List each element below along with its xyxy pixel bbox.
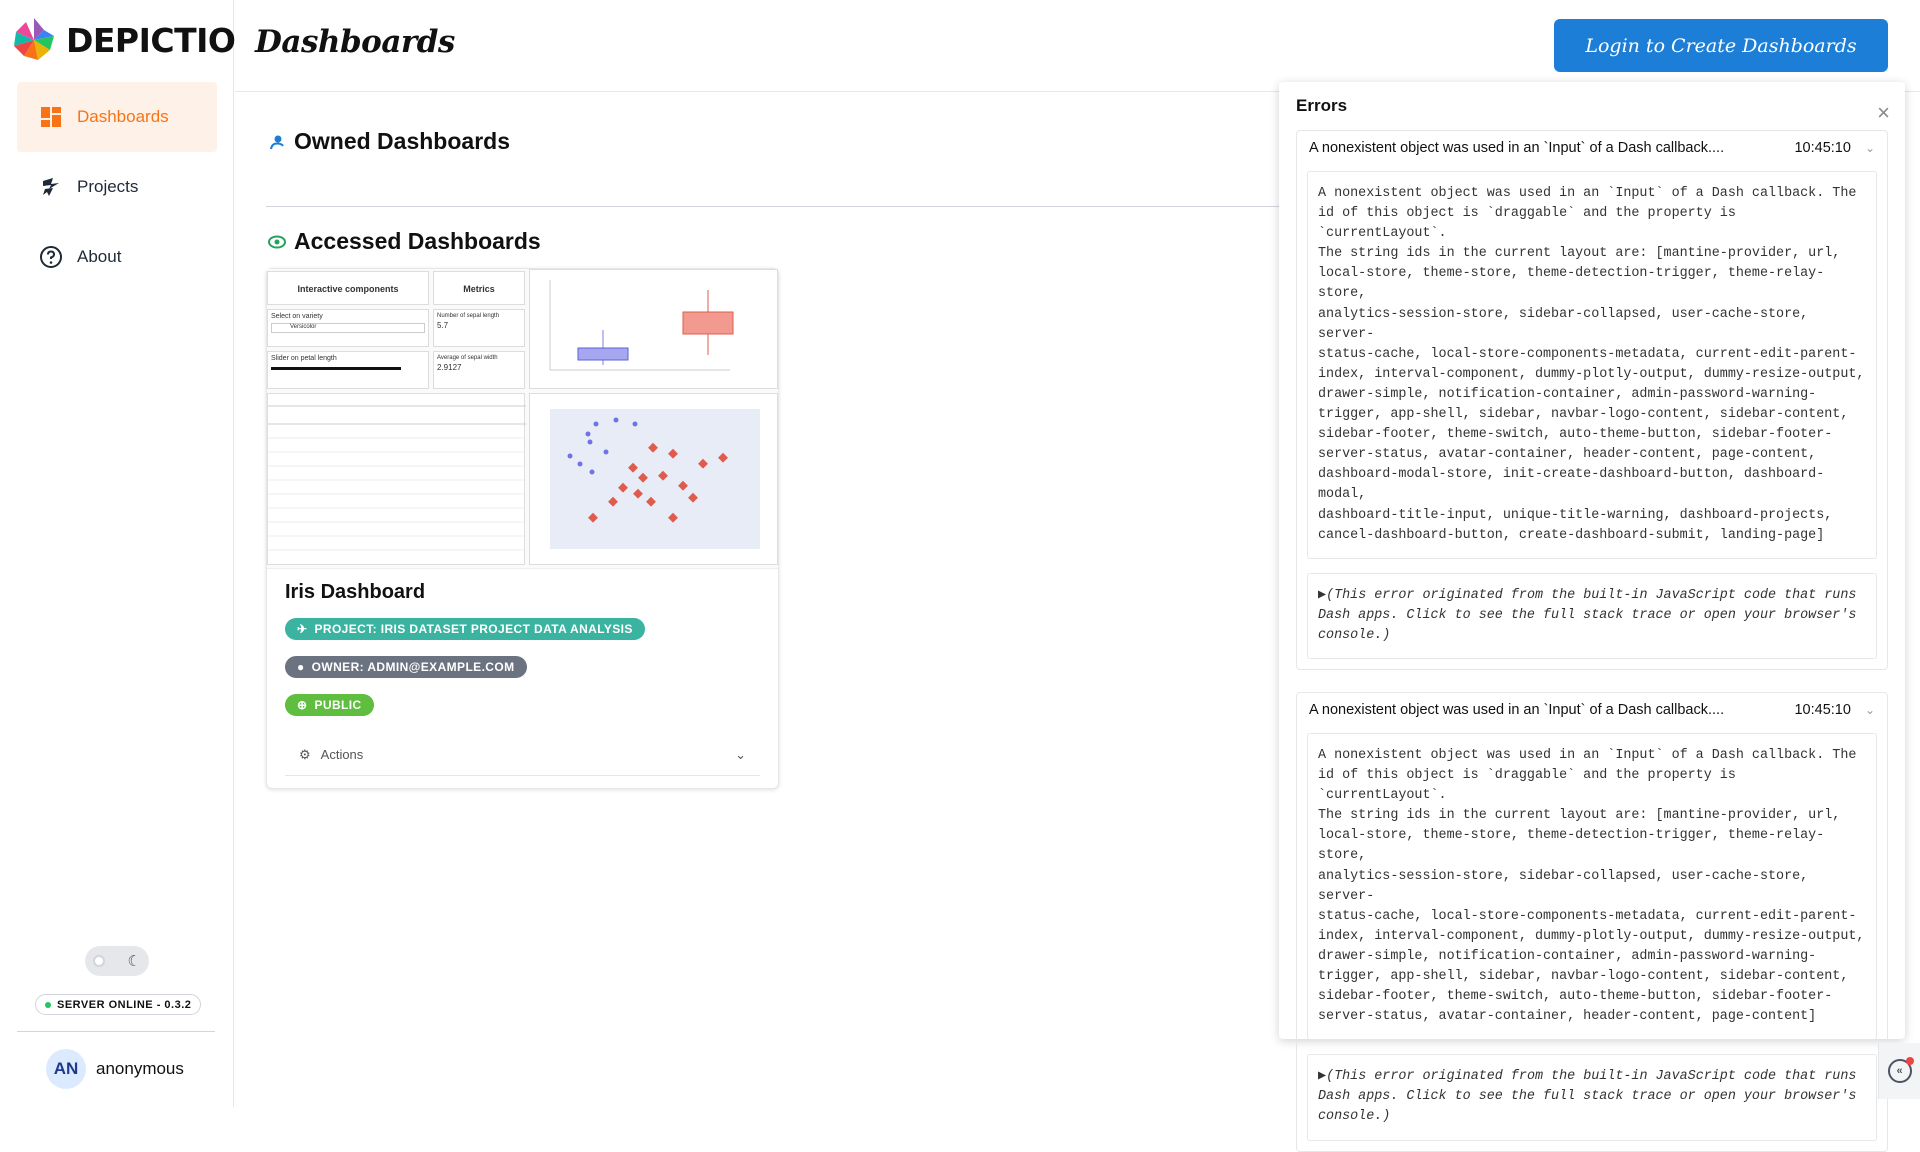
owner-badge (285, 656, 527, 678)
actions-label: Actions (320, 747, 364, 762)
status-dot-icon (45, 1002, 51, 1008)
thumb-table (267, 393, 525, 565)
visibility-badge (285, 694, 374, 716)
actions-left (299, 747, 363, 763)
error-header[interactable] (1297, 693, 1887, 727)
thumb-select-label: Select on variety (271, 313, 323, 320)
thumb-scatter (529, 393, 778, 565)
errors-title: Errors (1296, 96, 1348, 115)
thumb-boxplot (529, 269, 778, 389)
thumb-metric-1 (433, 309, 525, 347)
section-divider (266, 206, 1286, 207)
dashboard-icon (39, 105, 63, 129)
depictio-logo-icon (10, 16, 58, 64)
username: anonymous (96, 1059, 184, 1078)
project-badge-text: PROJECT: IRIS DATASET PROJECT DATA ANALYSIS (314, 622, 633, 636)
user-icon: ● (297, 660, 305, 674)
error-footer-text: (This error originated from the built-in JavaScript code that runs Dash apps. Click to see the full stack trace or open your browser's console.) (1318, 587, 1857, 643)
thumb-slider-track (271, 367, 401, 370)
sidebar (0, 0, 234, 1107)
thumb-select-box (267, 309, 429, 347)
card-title[interactable]: Iris Dashboard (285, 581, 426, 603)
eye-icon (268, 235, 286, 249)
error-summary: A nonexistent object was used in an `Input` of a Dash callback.... (1309, 701, 1725, 718)
thumb-scatter-graphic (530, 394, 779, 566)
error-message: A nonexistent object was used in an `Input` of a Dash callback. The id of this object is `draggable` and the property is `currentLayout`. The string ids in the current layout are: [mantine-provider, url, local-store, theme-store, theme-detection-trigger, theme-relay-store, analytics-session-store, sidebar-collapsed, user-cache-store, server- status-cache, local-store-components-metadata, current-edit-parent- index, interval-component, dummy-plotly-output, dummy-resize-output, drawer-simple, notification-container, admin-password-warning- trigger, app-shell, sidebar, navbar-logo-content, sidebar-content, sidebar-footer, theme-switch, auto-theme-button, sidebar-footer- server-status, avatar-container, header-content, page-content] (1307, 733, 1877, 1040)
avatar: AN (46, 1049, 86, 1089)
thumb-metrics-label: Metrics (463, 284, 495, 294)
project-badge[interactable] (285, 618, 645, 640)
triangle-right-icon: ▶ (1318, 587, 1327, 603)
chevron-down-icon: ⌄ (1864, 141, 1875, 155)
owned-dashboards-title: Owned Dashboards (294, 128, 510, 154)
sidebar-item-label: Dashboards (77, 107, 169, 126)
sidebar-nav (17, 82, 217, 292)
page-title: Dashboards (255, 24, 455, 60)
error-header[interactable] (1297, 131, 1887, 165)
visibility-badge-text: PUBLIC (314, 698, 362, 712)
error-time: 10:45:10 (1794, 140, 1851, 156)
thumb-metrics-header (433, 271, 525, 305)
logo[interactable] (10, 16, 235, 64)
logo-text: DEPICTIO (66, 20, 236, 60)
thumb-metric1-label: Number of sepal length (437, 313, 500, 319)
accessed-dashboards-heading (268, 228, 541, 255)
owner-badge-text: OWNER: ADMIN@EXAMPLE.COM (311, 660, 515, 674)
server-status-text: SERVER ONLINE - 0.3.2 (57, 998, 192, 1011)
thumb-boxplot-graphic (530, 270, 779, 390)
accessed-dashboards-title: Accessed Dashboards (294, 228, 541, 254)
sidebar-item-about[interactable] (17, 222, 217, 292)
error-stack-toggle[interactable] (1307, 573, 1877, 659)
dashboard-thumbnail[interactable] (267, 269, 778, 569)
triangle-right-icon: ▶ (1318, 1069, 1327, 1085)
thumb-metric1-value: 5.7 (437, 321, 449, 330)
thumb-metric2-label: Average of sepal width (437, 355, 498, 361)
thumb-select-value: Versicolor (271, 323, 425, 333)
thumb-slider-label: Slider on petal length (271, 355, 337, 362)
moon-icon: ☾ (127, 953, 141, 970)
close-icon[interactable]: × (1877, 100, 1890, 125)
projects-icon (39, 175, 63, 199)
error-item[interactable] (1296, 130, 1888, 670)
sidebar-item-label: Projects (77, 177, 139, 196)
header (235, 0, 1920, 92)
theme-toggle[interactable] (85, 946, 149, 976)
projects-icon: ✈ (297, 622, 308, 636)
thumb-interactive-header (267, 271, 429, 305)
sun-icon (93, 955, 105, 967)
error-time: 10:45:10 (1794, 701, 1851, 718)
thumb-metric-2 (433, 351, 525, 389)
error-footer-text: (This error originated from the built-in JavaScript code that runs Dash apps. Click to see the full stack trace or open your browser's console.) (1318, 1069, 1857, 1125)
globe-icon: ⊕ (297, 698, 308, 712)
user-icon (268, 133, 286, 151)
thumb-slider-box (267, 351, 429, 389)
thumb-interactive-label: Interactive components (297, 284, 399, 294)
error-time-group (1794, 702, 1875, 718)
sidebar-item-projects[interactable] (17, 152, 217, 222)
actions-accordion[interactable] (285, 734, 760, 776)
owned-dashboards-heading (268, 128, 510, 155)
dashboard-card[interactable] (266, 268, 779, 789)
error-summary: A nonexistent object was used in an `Input` of a Dash callback.... (1309, 140, 1725, 156)
sidebar-item-dashboards[interactable] (17, 82, 217, 152)
sidebar-divider (17, 1031, 215, 1032)
help-icon (39, 245, 63, 269)
thumb-table-graphic (268, 394, 526, 566)
error-indicator-dot (1906, 1057, 1914, 1065)
double-chevron-left-icon: « (1888, 1059, 1912, 1083)
error-stack-toggle[interactable] (1307, 1054, 1877, 1140)
thumb-metric2-value: 2.9127 (437, 363, 462, 372)
error-message: A nonexistent object was used in an `Input` of a Dash callback. The id of this object is `draggable` and the property is `currentLayout`. The string ids in the current layout are: [mantine-provider, url, local-store, theme-store, theme-detection-trigger, theme-relay-store, analytics-session-store, sidebar-collapsed, user-cache-store, server- status-cache, local-store-components-metadata, current-edit-parent- index, interval-component, dummy-plotly-output, dummy-resize-output, drawer-simple, notification-container, admin-password-warning- trigger, app-shell, sidebar, navbar-logo-content, sidebar-content, sidebar-footer, theme-switch, auto-theme-button, sidebar-footer- server-status, avatar-container, header-content, page-content, dashboard-modal-store, init-create-dashboard-button, dashboard-modal, dashboard-title-input, unique-title-warning, dashboard-projects, cancel-dashboard-button, create-dashboard-submit, landing-page] (1307, 171, 1877, 559)
card-body (267, 581, 778, 716)
gear-icon: ⚙ (299, 746, 311, 762)
chevron-down-icon: ⌄ (1864, 702, 1875, 717)
sidebar-item-label: About (77, 247, 122, 266)
server-status-badge (35, 994, 201, 1015)
chevron-down-icon: ⌄ (735, 746, 746, 762)
error-time-group (1794, 140, 1875, 156)
errors-panel (1279, 82, 1905, 1125)
error-item[interactable] (1296, 692, 1888, 1152)
login-create-dashboards-button[interactable]: Login to Create Dashboards (1554, 19, 1888, 72)
dash-debug-menu-button[interactable] (1878, 1043, 1920, 1099)
user-info[interactable] (46, 1049, 184, 1089)
